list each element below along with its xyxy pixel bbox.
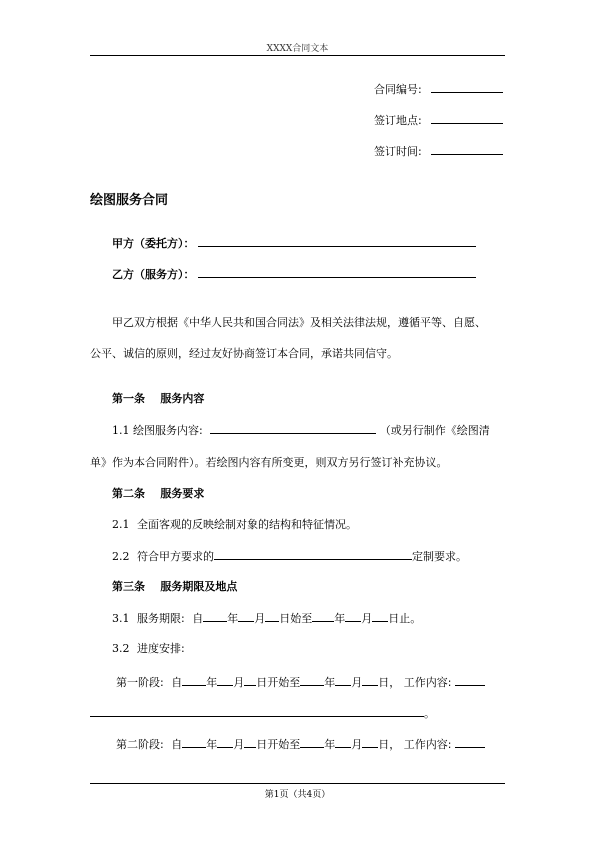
clause-number: 3.2 [112, 642, 130, 655]
clause-post: 定制要求。 [412, 550, 467, 563]
work-content-label: 工作内容: [403, 676, 452, 689]
stage-1-end-year[interactable] [300, 673, 324, 686]
clause-number: 1.1 [112, 424, 130, 437]
article-3-heading: 第三条 服务期限及地点 [112, 580, 238, 593]
stage-label: 第一阶段: [116, 676, 164, 689]
date-word: 年 [227, 612, 239, 625]
date-word: 日开始至 [256, 676, 301, 689]
contract-number-field[interactable] [431, 80, 503, 93]
service-content-field[interactable] [210, 421, 376, 434]
stage-1-work-field-a[interactable] [455, 673, 485, 686]
stage-2-work-field-a[interactable] [455, 735, 485, 748]
stage-1-end-month[interactable] [335, 673, 351, 686]
party-b-row [112, 265, 476, 282]
date-word: 年 [324, 676, 336, 689]
page-header-title: XXXX合同文本 [266, 44, 329, 54]
sign-place-row [374, 111, 503, 128]
date-word: 日， [378, 676, 401, 689]
date-word: 年 [206, 738, 218, 751]
clause-pre: 符合甲方要求的 [137, 550, 214, 563]
stage-1-start-year[interactable] [182, 673, 206, 686]
end-year-field[interactable] [312, 609, 334, 622]
contract-number-label: 合同编号: [374, 83, 422, 96]
clause-3-2 [112, 640, 185, 656]
clause-label: 服务期限: [137, 612, 185, 625]
party-a-row [112, 234, 476, 251]
clause-text: 全面客观的反映绘制对象的结构和特征情况。 [137, 518, 357, 531]
stage-1-start-day[interactable] [244, 673, 256, 686]
intro-line-2: 公平、诚信的原则，经过友好协商签订本合同，承诺共同信守。 [90, 347, 398, 360]
party-a-label: 甲方（委托方）： [112, 237, 195, 250]
clause-1-1-line-2: 单》作为本合同附件）。若绘图内容有所变更，则双方另行签订补充协议。 [90, 456, 448, 469]
stage-1-work-field-b[interactable] [90, 704, 424, 717]
stage-label: 第二阶段: [116, 738, 164, 751]
date-word: 月 [233, 738, 245, 751]
date-word: 日始至 [279, 612, 313, 625]
sign-place-label: 签订地点: [374, 114, 422, 127]
header-rule [90, 55, 505, 56]
date-word: 年 [334, 612, 346, 625]
clause-1-1 [112, 421, 490, 438]
clause-2-1 [112, 516, 357, 532]
clause-label: 进度安排: [137, 642, 185, 655]
stage-2-start-month[interactable] [217, 735, 233, 748]
stage-2-end-day[interactable] [362, 735, 378, 748]
date-word: 月 [254, 612, 266, 625]
page-footer: 第1页（共4页） [264, 790, 331, 800]
article-1-heading: 第一条 服务内容 [112, 392, 205, 405]
stage-2-start-year[interactable] [182, 735, 206, 748]
clause-number: 3.1 [112, 612, 130, 625]
stage-1-end-day[interactable] [362, 673, 378, 686]
stage-1-start-month[interactable] [217, 673, 233, 686]
date-word: 日开始至 [256, 738, 301, 751]
date-word: 自 [171, 738, 183, 751]
date-word: 自 [171, 676, 183, 689]
start-year-field[interactable] [203, 609, 227, 622]
start-day-field[interactable] [265, 609, 279, 622]
date-word: 日止。 [388, 612, 422, 625]
work-content-label: 工作内容: [403, 738, 452, 751]
end-mark: 。 [424, 707, 435, 720]
clause-label: 绘图服务内容: [133, 424, 203, 437]
intro-line-1: 甲乙双方根据《中华人民共和国合同法》及相关法律法规，遵循平等、自愿、 [112, 316, 486, 329]
clause-2-2 [112, 547, 467, 564]
date-word: 月 [351, 676, 363, 689]
stage-1-row-2 [90, 704, 435, 721]
stage-2-end-month[interactable] [335, 735, 351, 748]
stage-2-start-day[interactable] [244, 735, 256, 748]
clause-3-1 [112, 609, 421, 626]
party-a-field[interactable] [198, 234, 476, 247]
stage-1-row [116, 673, 485, 690]
date-word: 月 [233, 676, 245, 689]
date-word: 月 [361, 612, 373, 625]
end-month-field[interactable] [345, 609, 361, 622]
date-word: 年 [206, 676, 218, 689]
contract-number-row [374, 80, 503, 97]
sign-place-field[interactable] [431, 111, 503, 124]
sign-time-row [374, 142, 503, 159]
clause-number: 2.2 [112, 550, 130, 563]
party-b-field[interactable] [198, 265, 476, 278]
date-word: 自 [192, 612, 204, 625]
stage-2-row [116, 735, 485, 752]
sign-time-field[interactable] [431, 142, 503, 155]
date-word: 月 [351, 738, 363, 751]
article-2-heading: 第二条 服务要求 [112, 487, 205, 500]
date-word: 日， [378, 738, 401, 751]
start-month-field[interactable] [238, 609, 254, 622]
stage-2-end-year[interactable] [300, 735, 324, 748]
date-word: 年 [324, 738, 336, 751]
document-title: 绘图服务合同 [90, 193, 169, 208]
footer-rule [90, 783, 505, 784]
requirement-field[interactable] [214, 547, 412, 560]
clause-number: 2.1 [112, 518, 130, 531]
end-day-field[interactable] [372, 609, 388, 622]
clause-tail: （或另行制作《绘图清 [379, 424, 490, 437]
sign-time-label: 签订时间: [374, 145, 422, 158]
party-b-label: 乙方（服务方）： [112, 268, 195, 281]
